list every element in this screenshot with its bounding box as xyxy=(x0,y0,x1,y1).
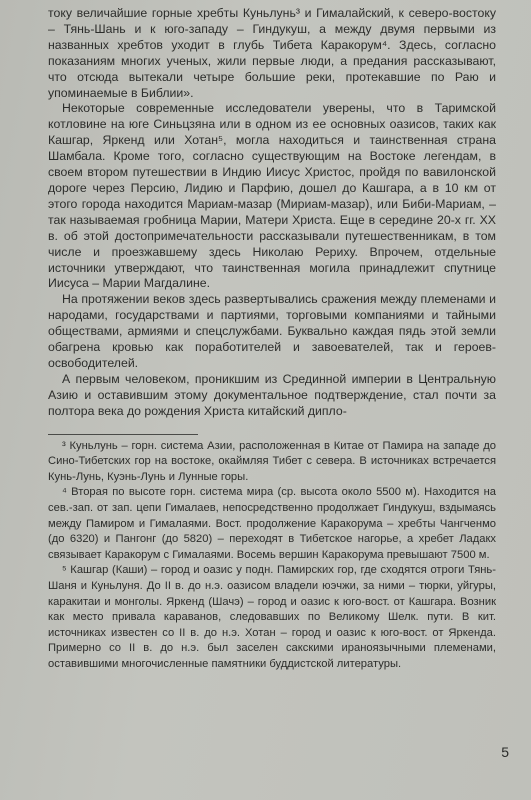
paragraph-2: Некоторые современные исследователи уверены, что в Таримской котловине на юге Синьцзяна или в одном из ее основных оазисов, таких как Кашгар, Яркенд или Хотан⁵, могла находиться и таинственная страна Шамбала. Кроме того, согласно существующим на Востоке легендам, в своем втором путешествии в Индию Иисус Христос, пройдя по вавилонской дороге через Персию, Лидию и Парфию, дошел до Кашгара, а в 10 км от этого города находится Мариам-мазар (Мириам-мазар), или Биби-Мариам, – так называемая гробница Марии, Матери Христа. Еще в середине 20-х гг. XX в. об этой достопримечательности рассказывали путешественникам, в том числе и проезжавшему здесь Николаю Рериху. Впрочем, отдельные источники утверждают, что таинственная могила принадлежит спутнице Иисуса – Марии Магдалине. xyxy=(48,101,496,291)
paragraph-4: А первым человеком, проникшим из Срединной империи в Центральную Азию и оставившим этому документальное подтверждение, стал почти за полтора века до рождения Христа китайский дипло- xyxy=(48,371,496,418)
footnote-separator xyxy=(48,434,198,435)
page-text xyxy=(48,6,496,672)
footnote-3: ³ Куньлунь – горн. система Азии, расположенная в Китае от Памира на западе до Сино-Тибетских гор на востоке, окаймляя Тибет с севера. В источниках встречается Кунь-Лунь, Куэнь-Лунь и Лунные горы. xyxy=(48,439,496,483)
paragraph-3: На протяжении веков здесь развертывались сражения между племенами и народами, государствами и партиями, торговыми компаниями и тайными обществами, армиями и спецслужбами. Буквально каждая пядь этой земли обагрена кровью как поработителей и завоевателей, так и героев-освободителей. xyxy=(48,292,496,370)
footnote-5: ⁵ Кашгар (Каши) – город и оазис у подн. Памирских гор, где сходятся отроги Тянь-Шаня и Куньлуня. До II в. до н.э. оазисом владели юэчжи, за ними – тюрки, уйгуры, каракитаи и монголы. Яркенд (Шачэ) – город и оазис к юго-вост. от Кашгара. Возник как место привала караванов, следовавших по Великому Шелк. пути. В кит. источниках известен со II в. до н.э. Хотан – город и оазис к юго-вост. от Яркенда. Примерно со II в. до н.э. был заселен сакскими ираноязычными племенами, оставившими многочисленные памятники буддистской литературы. xyxy=(48,564,496,670)
main-text xyxy=(48,6,496,420)
footnotes xyxy=(48,439,496,673)
paragraph-1: току величайшие горные хребты Куньлунь³ и Гималайский, к северо-востоку – Тянь-Шань и к юго-западу – Гиндукуш, а между двумя первыми из названных хребтов уходит в глубь Тибета Каракорум⁴. Здесь, согласно показаниям многих ученых, жили первые люди, а предания рассказывают, что отсюда вытекали четыре большие реки, протекавшие по Раю и упоминаемые в Библии». xyxy=(48,6,496,100)
footnote-4: ⁴ Вторая по высоте горн. система мира (ср. высота около 5500 м). Находится на сев.-зап. от зап. цепи Гималаев, непосредственно продолжает Гиндукуш, вздымаясь между Памиром и Гималаями. Вост. продолжение Каракорума – хребты Чангченмо (до 6320) и Пангонг (до 5820) – переходят в Тибетское нагорье, а хребет Ладакх связывает Каракорум с Гималаями. Восемь вершин Каракорума превышают 7500 м. xyxy=(48,486,496,561)
page-number: 5 xyxy=(501,744,509,760)
